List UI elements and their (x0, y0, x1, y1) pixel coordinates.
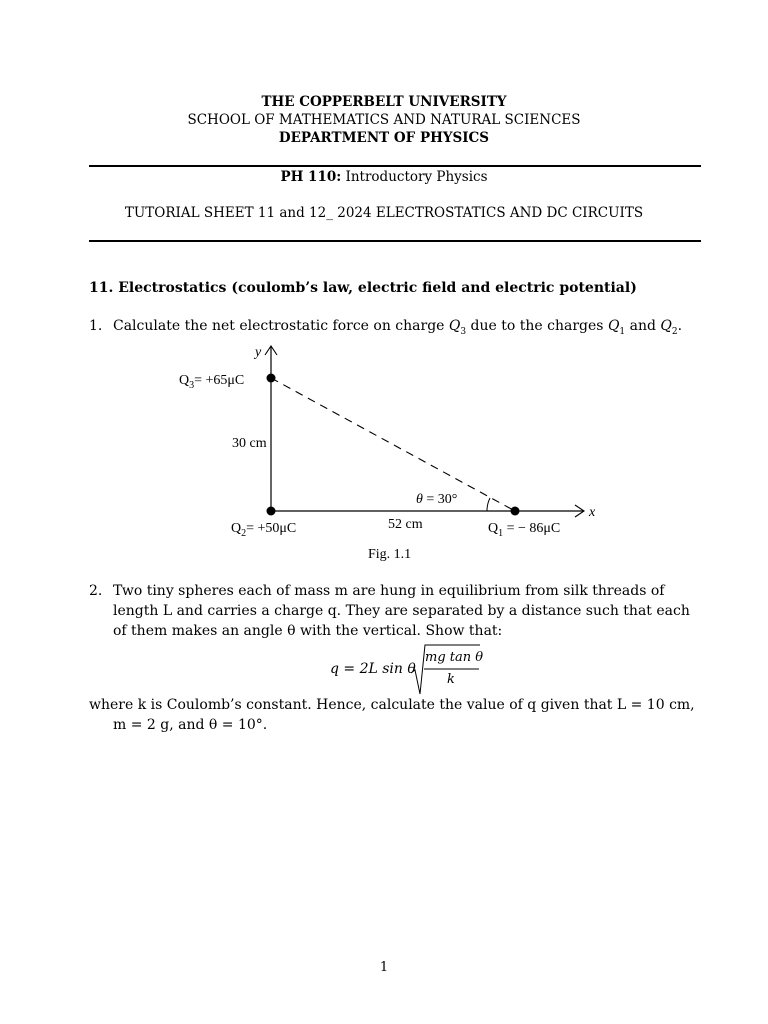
q1-text-b: due to the charges (466, 318, 608, 334)
section-title: 11. Electrostatics (coulomb’s law, electric field and electric potential) (89, 280, 637, 296)
angle-theta: θ (416, 492, 423, 507)
q1-text-a: Calculate the net electrostatic force on charge (113, 318, 449, 334)
q3-label-value: = +65μC (194, 373, 245, 388)
q3-label-sub: 3 (189, 380, 195, 391)
q2-label-letter: Q (231, 521, 242, 536)
course-name: Introductory Physics (341, 169, 488, 185)
q1-label-letter: Q (488, 521, 499, 536)
vertical-distance-label: 30 cm (232, 436, 267, 451)
university-name: THE COPPERBELT UNIVERSITY (261, 94, 507, 110)
page-number: 1 (379, 960, 389, 975)
q2-label-value: = +50μC (246, 521, 297, 536)
question-1-number: 1. (89, 318, 103, 334)
question-2-line-5: m = 2 g, and θ = 10°. (113, 717, 268, 733)
horizontal-distance-label: 52 cm (388, 517, 423, 532)
x-axis-label: x (589, 505, 596, 520)
department-name: DEPARTMENT OF PHYSICS (278, 130, 490, 146)
formula-numerator: mg tan θ (425, 650, 484, 665)
question-2-line-1: Two tiny spheres each of mass m are hung in equilibrium from silk threads of (113, 583, 665, 599)
q1-charge-q2: $Q_2$ (660, 318, 678, 337)
q1-label-sub: 1 (498, 528, 504, 539)
q1-text-c: and (625, 318, 661, 334)
formula-denominator: k (447, 672, 455, 687)
q1-charge-q3: $Q_3$ (448, 318, 467, 337)
q1-charge-q1: $Q_1$ (607, 318, 626, 337)
question-2-number: 2. (89, 583, 103, 599)
q3-label-letter: Q (179, 373, 190, 388)
q2-label-sub: 2 (241, 528, 247, 539)
course-code: PH 110: (280, 169, 342, 185)
figure-caption: Fig. 1.1 (368, 547, 412, 562)
school-name: SCHOOL OF MATHEMATICS AND NATURAL SCIENCES (187, 112, 581, 128)
q1-text-d: . (677, 318, 683, 334)
sheet-title: TUTORIAL SHEET 11 and 12_ 2024 ELECTROSTATICS AND DC CIRCUITS (124, 205, 644, 221)
question-2-line-2: length L and carries a charge q. They are separated by a distance such that each (113, 603, 690, 619)
question-2-line-4: where k is Coulomb’s constant. Hence, calculate the value of q given that L = 10 cm, (89, 697, 695, 713)
question-2-line-3: of them makes an angle θ with the vertical. Show that: (113, 623, 503, 639)
angle-value: = 30° (422, 492, 458, 507)
formula-lhs: q = 2L sin θ (330, 661, 416, 677)
y-axis-label: y (255, 345, 262, 360)
q1-label-value: = − 86μC (503, 521, 561, 536)
